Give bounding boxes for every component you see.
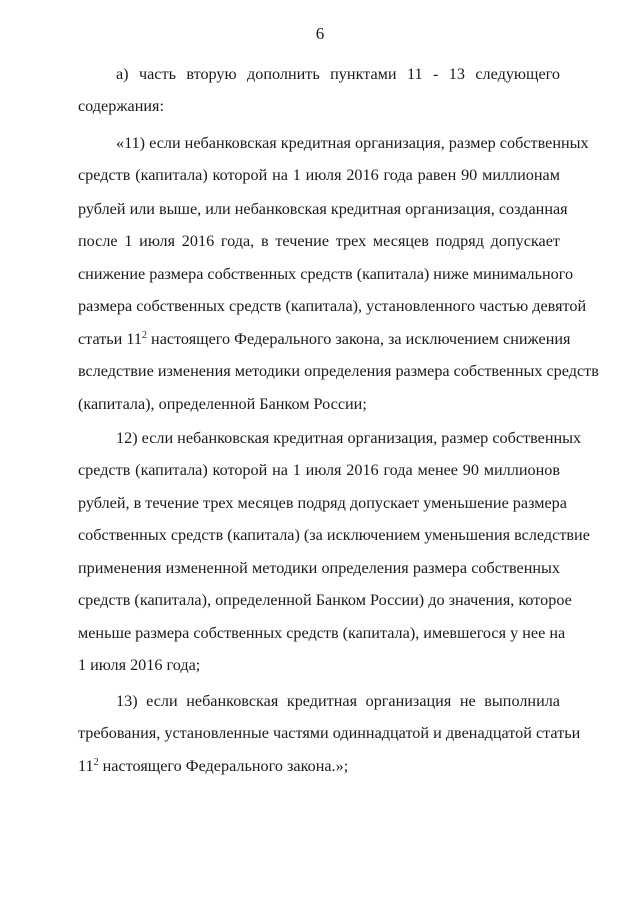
text-line: средств (капитала) которой на 1 июля 2016 года менее 90 миллионов: [78, 461, 560, 479]
text-line: [78, 754, 560, 778]
text-line: 1 июля 2016 года;: [78, 656, 201, 674]
superscript: 2: [93, 757, 99, 768]
text-line: (капитала), определенной Банком России;: [78, 395, 367, 413]
text-line: средств (капитала) которой на 1 июля 2016 года равен 90 миллионам: [78, 166, 560, 184]
text-line: требования, установленные частями одиннадцатой и двенадцатой статьи: [78, 724, 581, 742]
text-line: собственных средств (капитала) (за исключением уменьшения вследствие: [78, 526, 590, 544]
text-line: «11) если небанковская кредитная организация, размер собственных: [116, 134, 589, 152]
text-fragment: настоящего Федерального закона, за исключением снижения: [146, 330, 571, 348]
text-line: [78, 327, 571, 351]
text-fragment: статьи 11: [78, 330, 142, 348]
text-line: применения измененной методики определения размера собственных: [78, 559, 560, 577]
text-line: 13) если небанковская кредитная организация не выполнила: [116, 692, 560, 710]
text-line: вследствие изменения методики определения размера собственных средств: [78, 362, 599, 380]
text-line: средств (капитала), определенной Банком России) до значения, которое: [78, 591, 572, 609]
text-line: рублей, в течение трех месяцев подряд допускает уменьшение размера: [78, 494, 567, 512]
text-fragment: настоящего Федерального закона.»;: [98, 757, 349, 775]
page-number: 6: [315, 24, 325, 43]
text-line: снижение размера собственных средств (капитала) ниже минимального: [78, 265, 574, 283]
superscript: 2: [141, 330, 147, 341]
text-line: меньше размера собственных средств (капитала), имевшегося у нее на: [78, 624, 566, 642]
text-line: размера собственных средств (капитала), установленного частью девятой: [78, 297, 587, 315]
text-line: 12) если небанковская кредитная организация, размер собственных: [116, 429, 582, 447]
text-line: а) часть вторую дополнить пунктами 11 - 13 следующего: [116, 65, 560, 83]
text-fragment: 11: [78, 757, 94, 775]
text-line: после 1 июля 2016 года, в течение трех месяцев подряд допускает: [78, 232, 560, 250]
text-line: рублей или выше, или небанковская кредитная организация, созданная: [78, 200, 568, 218]
text-line: содержания:: [78, 97, 164, 115]
